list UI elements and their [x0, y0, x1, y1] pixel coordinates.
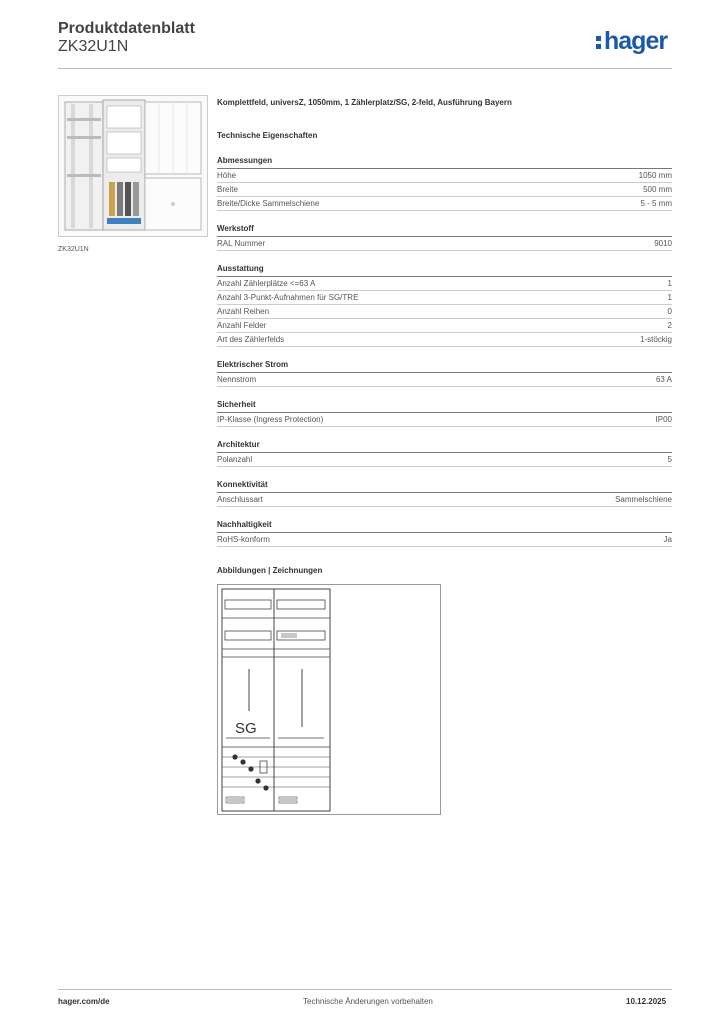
drawings-heading: Abbildungen | Zeichnungen	[217, 566, 323, 575]
spec-label: Anzahl Zählerplätze <=63 A	[217, 279, 316, 288]
spec-value: 1050 mm	[638, 171, 672, 180]
spec-label: Breite/Dicke Sammelschiene	[217, 199, 320, 208]
spec-label: Anzahl Felder	[217, 321, 267, 330]
spec-label: Nennstrom	[217, 375, 257, 384]
footer-divider	[58, 989, 672, 990]
spec-label: Breite	[217, 185, 238, 194]
spec-group-architecture	[217, 440, 672, 467]
spec-value: 1-stöckig	[639, 335, 672, 344]
spec-value: 0	[667, 307, 672, 316]
spec-row	[217, 413, 672, 427]
spec-label: Höhe	[217, 171, 237, 180]
spec-group-sustainability	[217, 520, 672, 547]
sg-label: SG	[235, 720, 257, 737]
logo-dots-icon	[596, 33, 601, 52]
spec-row	[217, 237, 672, 251]
spec-label: RAL Nummer	[217, 239, 266, 248]
logo-text: hager	[604, 27, 668, 55]
spec-value: 1	[667, 293, 672, 302]
spec-value: Sammelschiene	[615, 495, 672, 504]
spec-row	[217, 305, 672, 319]
hager-logo	[596, 27, 667, 56]
spec-group-safety	[217, 400, 672, 427]
product-code: ZK32U1N	[58, 38, 129, 55]
spec-group-electric-current	[217, 360, 672, 387]
spec-value: IP00	[655, 415, 672, 424]
spec-group-title: Sicherheit	[217, 400, 672, 413]
spec-label: Art des Zählerfelds	[217, 335, 285, 344]
footer-note: Technische Änderungen vorbehalten	[303, 997, 433, 1006]
technical-drawing	[217, 584, 441, 815]
spec-group-title: Ausstattung	[217, 264, 672, 277]
spec-row	[217, 333, 672, 347]
spec-group-title: Werkstoff	[217, 224, 672, 237]
spec-group-equipment	[217, 264, 672, 347]
spec-value: 63 A	[655, 375, 672, 384]
spec-value: 500 mm	[643, 185, 672, 194]
spec-group-dimensions	[217, 156, 672, 211]
spec-group-title: Nachhaltigkeit	[217, 520, 672, 533]
spec-group-title: Abmessungen	[217, 156, 672, 169]
page-title: Produktdatenblatt	[58, 20, 195, 37]
spec-group-title: Architektur	[217, 440, 672, 453]
spec-label: Polanzahl	[217, 455, 253, 464]
spec-row	[217, 493, 672, 507]
spec-group-connectivity	[217, 480, 672, 507]
footer-date: 10.12.2025	[626, 997, 667, 1006]
spec-label: Anzahl 3-Punkt-Aufnahmen für SG/TRE	[217, 293, 359, 302]
spec-row	[217, 291, 672, 305]
spec-group-title: Elektrischer Strom	[217, 360, 672, 373]
spec-label: IP-Klasse (Ingress Protection)	[217, 415, 324, 424]
spec-value: 5	[667, 455, 672, 464]
spec-group-material	[217, 224, 672, 251]
spec-group-title: Konnektivität	[217, 480, 672, 493]
spec-value: 1	[667, 279, 672, 288]
spec-label: Anschlussart	[217, 495, 263, 504]
spec-row	[217, 277, 672, 291]
specification-groups	[217, 156, 672, 560]
spec-row	[217, 183, 672, 197]
spec-row	[217, 169, 672, 183]
spec-label: Anzahl Reihen	[217, 307, 270, 316]
spec-value: 9010	[654, 239, 672, 248]
technical-properties-heading: Technische Eigenschaften	[217, 131, 318, 140]
product-image-caption: ZK32U1N	[58, 246, 89, 253]
spec-row	[217, 373, 672, 387]
header-divider	[58, 68, 672, 69]
spec-row	[217, 533, 672, 547]
spec-row	[217, 197, 672, 211]
footer-website: hager.com/de	[58, 997, 110, 1006]
product-description: Komplettfeld, universZ, 1050mm, 1 Zählerplatz/SG, 2-feld, Ausführung Bayern	[217, 98, 512, 107]
spec-label: RoHS-konform	[217, 535, 270, 544]
spec-row	[217, 319, 672, 333]
spec-row	[217, 453, 672, 467]
spec-value: Ja	[663, 535, 672, 544]
spec-value: 5 - 5 mm	[640, 199, 672, 208]
product-image	[58, 95, 208, 237]
spec-value: 2	[667, 321, 672, 330]
